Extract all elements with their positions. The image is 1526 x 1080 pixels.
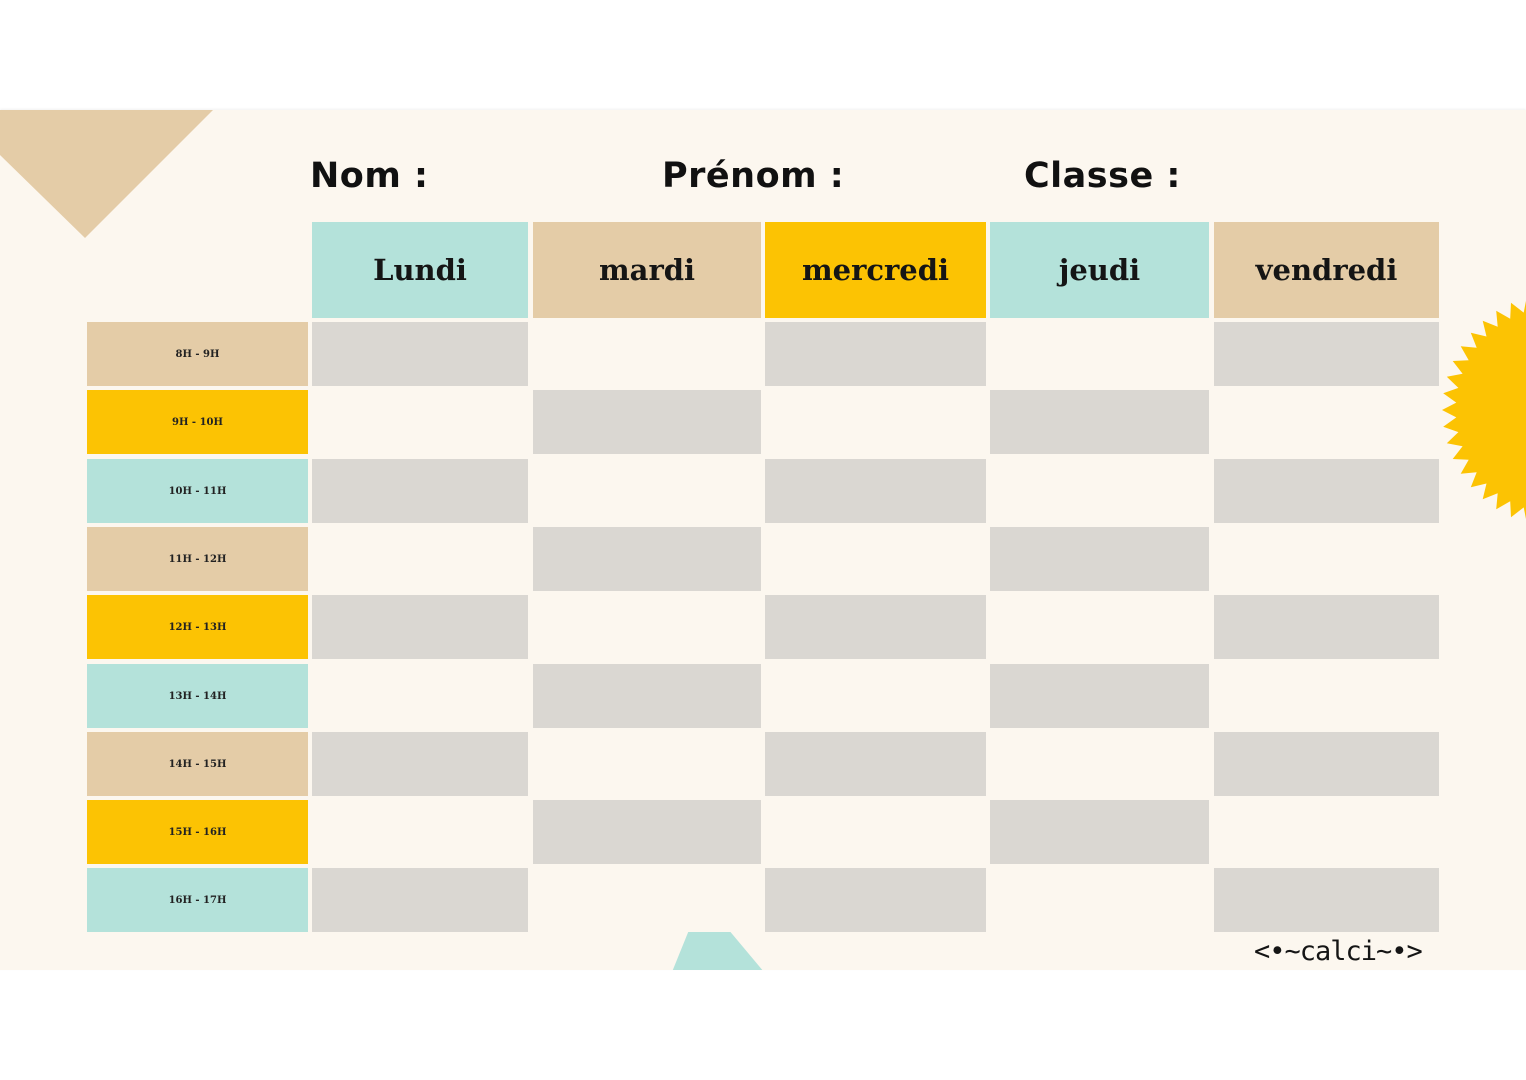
time-slot-label: 9H - 10H: [87, 390, 308, 454]
schedule-cell[interactable]: [1214, 868, 1439, 932]
day-header-lundi: Lundi: [312, 222, 528, 318]
schedule-cell[interactable]: [1214, 800, 1439, 864]
schedule-cell[interactable]: [533, 595, 761, 659]
schedule-cell[interactable]: [312, 595, 528, 659]
schedule-cell[interactable]: [990, 800, 1209, 864]
time-slot-label: 13H - 14H: [87, 664, 308, 728]
classe-label: Classe :: [1024, 156, 1181, 196]
time-slot-label: 8H - 9H: [87, 322, 308, 386]
time-slot-label: 14H - 15H: [87, 732, 308, 796]
schedule-cell[interactable]: [765, 459, 986, 523]
schedule-cell[interactable]: [312, 390, 528, 454]
schedule-cell[interactable]: [765, 595, 986, 659]
day-header-mercredi: mercredi: [765, 222, 986, 318]
prenom-label: Prénom :: [662, 156, 845, 196]
day-header-mardi: mardi: [533, 222, 761, 318]
schedule-cell[interactable]: [533, 322, 761, 386]
schedule-cell[interactable]: [990, 527, 1209, 591]
nom-label: Nom :: [310, 156, 429, 196]
schedule-cell[interactable]: [765, 868, 986, 932]
schedule-cell[interactable]: [533, 390, 761, 454]
sun-decoration: [1440, 295, 1526, 525]
schedule-cell[interactable]: [533, 664, 761, 728]
schedule-cell[interactable]: [533, 800, 761, 864]
schedule-cell[interactable]: [765, 527, 986, 591]
schedule-cell[interactable]: [1214, 459, 1439, 523]
schedule-cell[interactable]: [1214, 732, 1439, 796]
schedule-cell[interactable]: [1214, 664, 1439, 728]
schedule-cell[interactable]: [990, 664, 1209, 728]
schedule-cell[interactable]: [1214, 595, 1439, 659]
schedule-cell[interactable]: [765, 322, 986, 386]
time-slot-label: 16H - 17H: [87, 868, 308, 932]
corner-triangle-decoration: [0, 110, 215, 240]
schedule-cell[interactable]: [533, 732, 761, 796]
time-slot-label: 12H - 13H: [87, 595, 308, 659]
schedule-cell[interactable]: [990, 390, 1209, 454]
schedule-cell[interactable]: [312, 322, 528, 386]
schedule-cell[interactable]: [1214, 390, 1439, 454]
schedule-cell[interactable]: [312, 800, 528, 864]
schedule-cell[interactable]: [533, 868, 761, 932]
schedule-cell[interactable]: [990, 868, 1209, 932]
schedule-cell[interactable]: [312, 459, 528, 523]
schedule-cell[interactable]: [312, 868, 528, 932]
schedule-cell[interactable]: [765, 800, 986, 864]
day-header-vendredi: vendredi: [1214, 222, 1439, 318]
schedule-cell[interactable]: [533, 527, 761, 591]
schedule-cell[interactable]: [990, 322, 1209, 386]
schedule-cell[interactable]: [312, 527, 528, 591]
day-header-jeudi: jeudi: [990, 222, 1209, 318]
time-slot-label: 10H - 11H: [87, 459, 308, 523]
time-slot-label: 11H - 12H: [87, 527, 308, 591]
schedule-cell[interactable]: [533, 459, 761, 523]
schedule-cell[interactable]: [990, 595, 1209, 659]
time-slot-label: 15H - 16H: [87, 800, 308, 864]
signature: <•~calci~•>: [1254, 936, 1422, 967]
schedule-cell[interactable]: [990, 459, 1209, 523]
schedule-cell[interactable]: [312, 732, 528, 796]
schedule-cell[interactable]: [1214, 527, 1439, 591]
timetable-sheet: [0, 110, 1526, 970]
schedule-cell[interactable]: [765, 664, 986, 728]
schedule-cell[interactable]: [990, 732, 1209, 796]
schedule-cell[interactable]: [765, 390, 986, 454]
schedule-cell[interactable]: [765, 732, 986, 796]
schedule-cell[interactable]: [1214, 322, 1439, 386]
schedule-cell[interactable]: [312, 664, 528, 728]
